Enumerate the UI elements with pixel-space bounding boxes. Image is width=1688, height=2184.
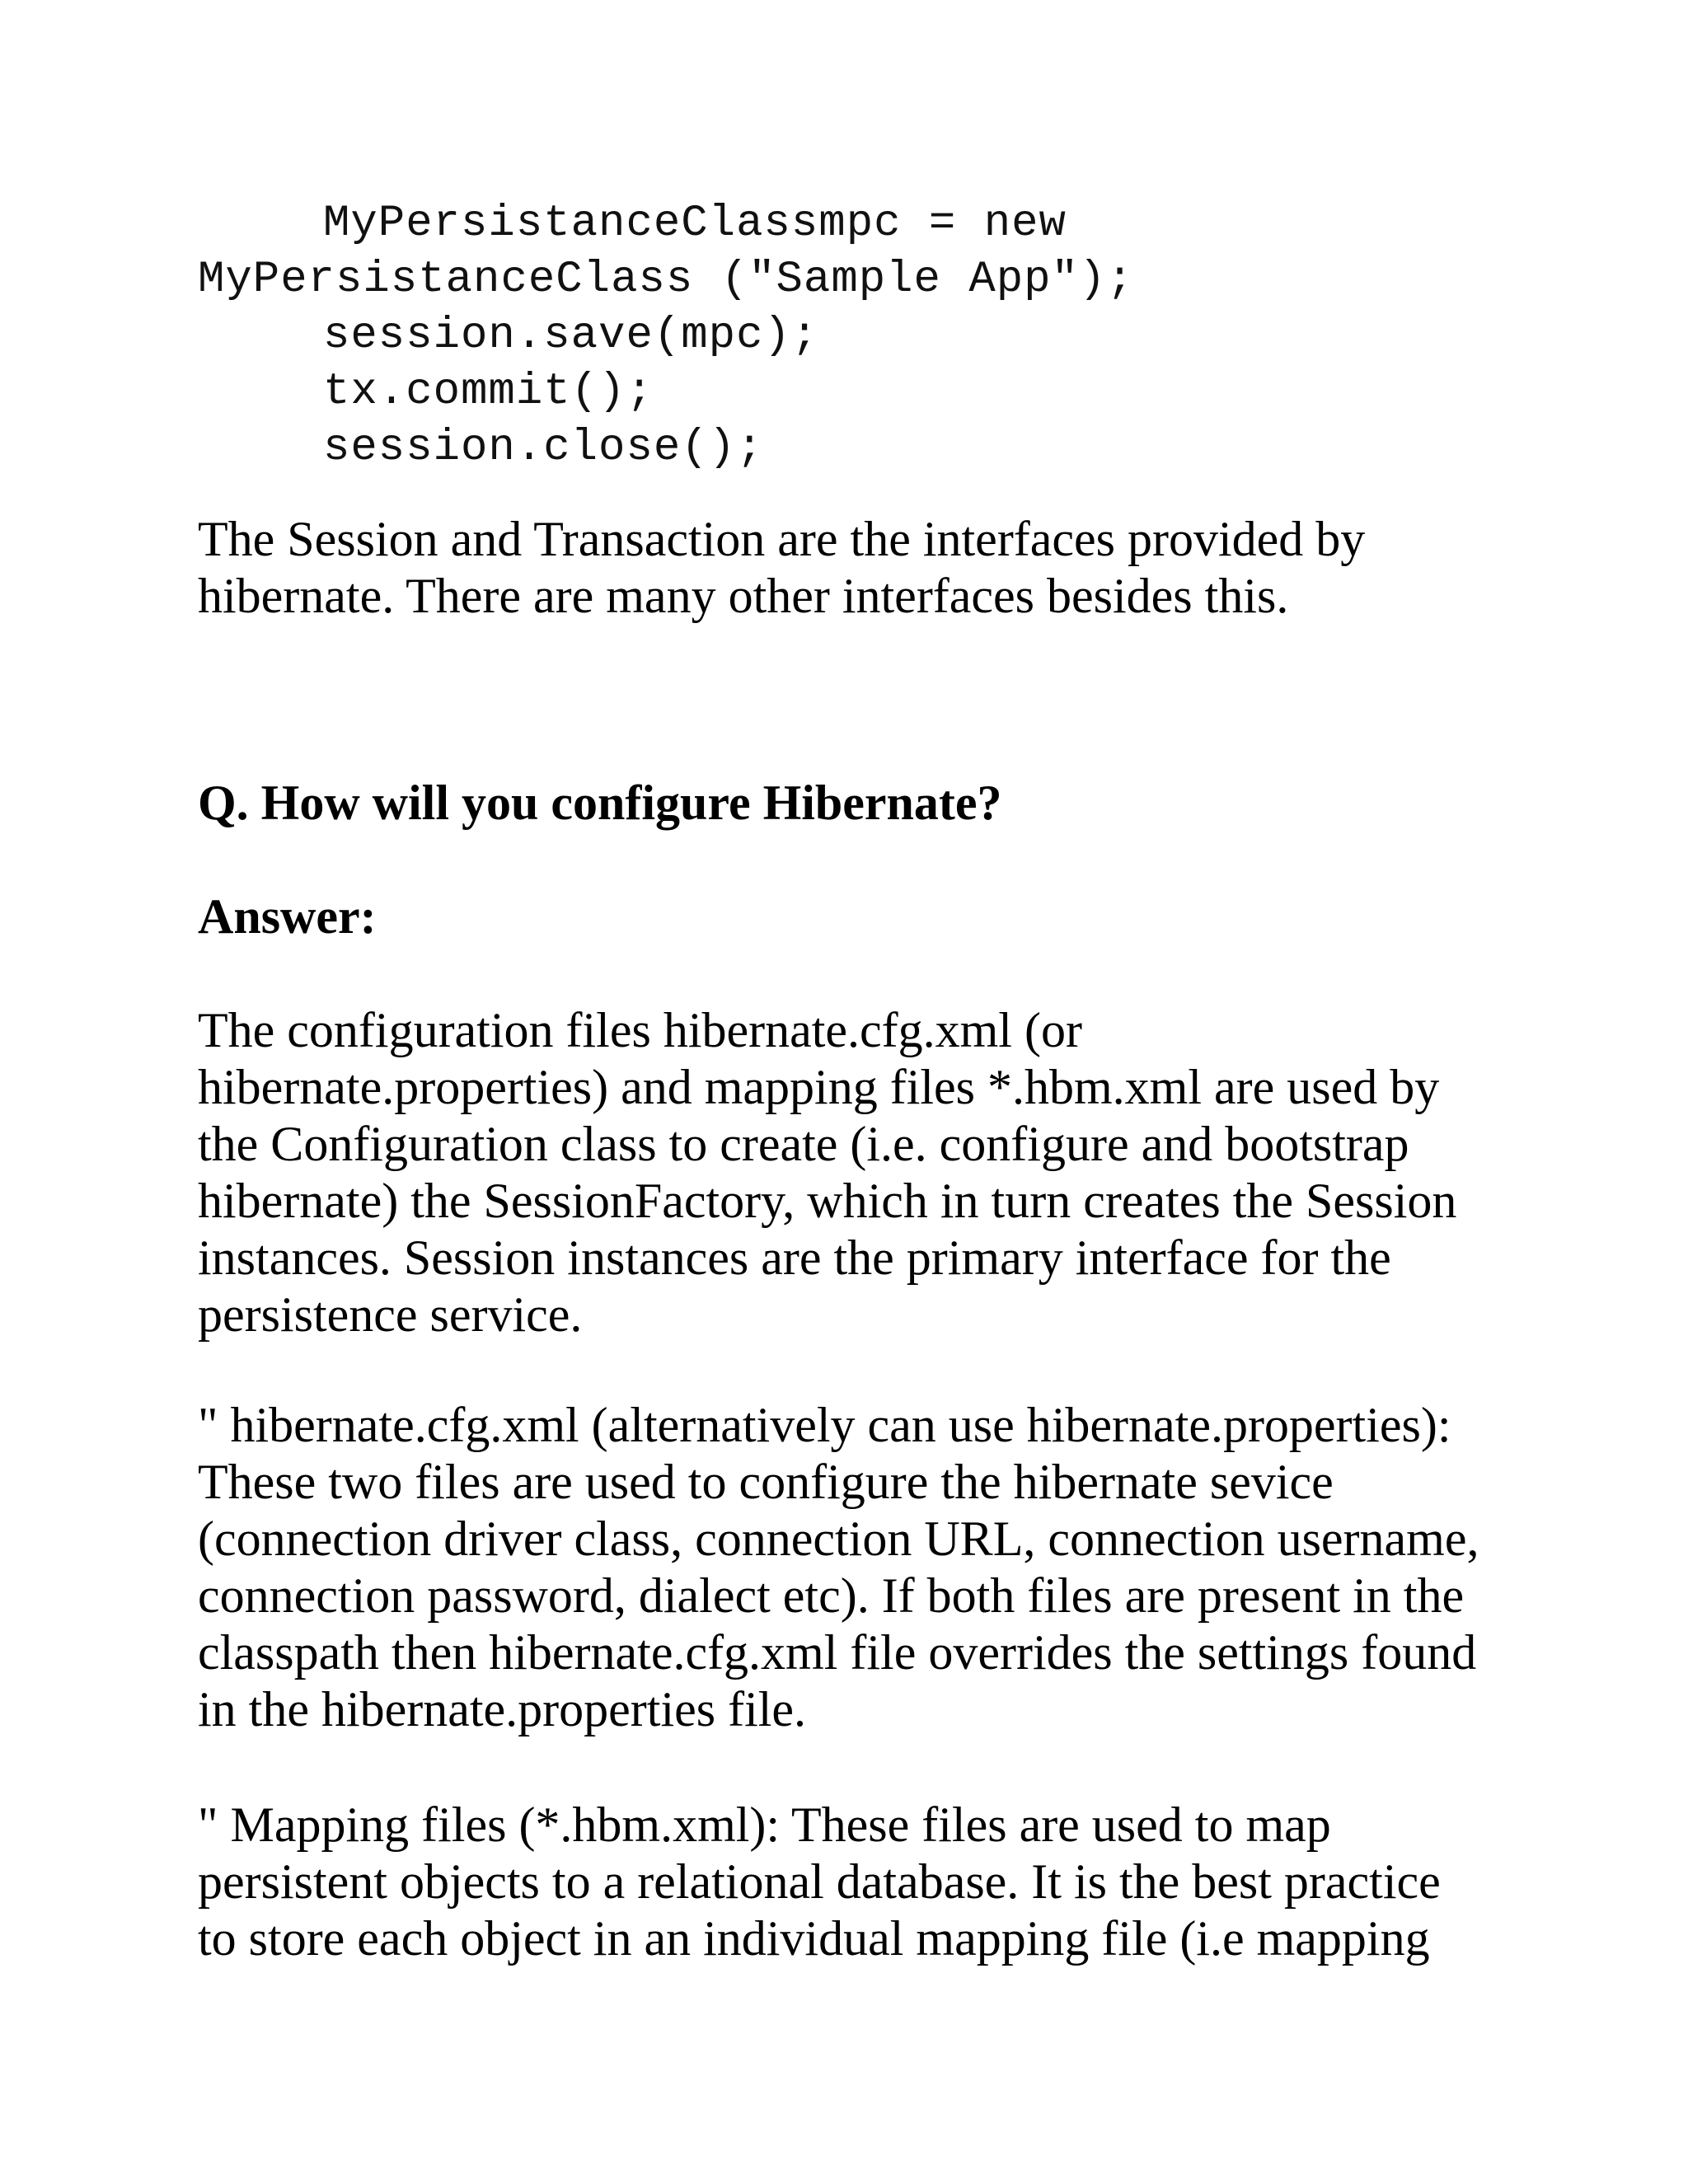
code-line: tx.commit(); [323,367,654,417]
answer-paragraph-2 [198,1397,1500,1738]
text-line: hibernate) the SessionFactory, which in turn creates the Session [198,1174,1457,1228]
text-line: connection password, dialect etc). If both files are present in the [198,1568,1465,1623]
text-line: These two files are used to configure the hibernate sevice [198,1455,1334,1509]
text-line: the Configuration class to create (i.e. configure and bootstrap [198,1117,1409,1171]
text-line: " hibernate.cfg.xml (alternatively can use hibernate.properties): [198,1398,1451,1452]
text-line: persistence service. [198,1287,583,1342]
code-line: MyPersistanceClassmpc = new [323,199,1067,249]
text-line: hibernate.properties) and mapping files *.hbm.xml are used by [198,1060,1440,1114]
text-line: to store each object in an individual mapping file (i.e mapping [198,1911,1430,1966]
code-snippet [198,196,1134,476]
text-line: hibernate. There are many other interfaces besides this. [198,569,1289,623]
text-line: classpath then hibernate.cfg.xml file overrides the settings found [198,1625,1477,1680]
code-line: session.save(mpc); [323,311,819,361]
text-line: The configuration files hibernate.cfg.xml (or [198,1003,1082,1057]
answer-label: Answer: [198,889,377,944]
code-line: session.close(); [323,423,764,473]
text-line: " Mapping files (*.hbm.xml): These files are used to map [198,1797,1331,1852]
text-line: The Session and Transaction are the interfaces provided by [198,512,1366,566]
text-line: instances. Session instances are the primary interface for the [198,1230,1391,1285]
text-line: (connection driver class, connection URL, connection username, [198,1511,1479,1566]
text-line: in the hibernate.properties file. [198,1682,807,1736]
answer-paragraph-1 [198,1002,1500,1343]
question-heading: Q. How will you configure Hibernate? [198,776,1002,830]
intro-paragraph [198,511,1500,625]
answer-paragraph-3 [198,1797,1500,1967]
code-line: MyPersistanceClass ("Sample App"); [198,255,1134,305]
text-line: persistent objects to a relational database. It is the best practice [198,1854,1441,1909]
